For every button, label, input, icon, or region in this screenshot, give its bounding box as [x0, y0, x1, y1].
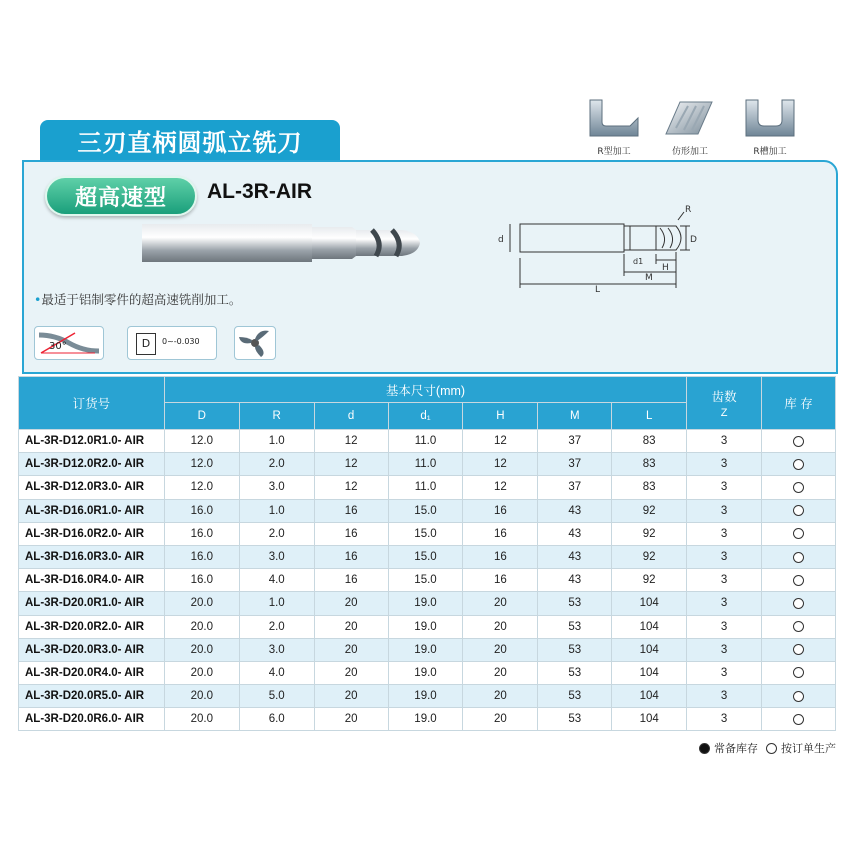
- stock-cell: [762, 638, 836, 661]
- stock-cell: [762, 685, 836, 708]
- dimension-drawing: [490, 200, 720, 300]
- table-row: [19, 592, 836, 615]
- speed-badge: 超高速型: [45, 176, 197, 216]
- process-icon-r-slot: [742, 96, 798, 157]
- cell-d: 20: [314, 592, 388, 615]
- table-row: [19, 685, 836, 708]
- cell-d: 16: [314, 499, 388, 522]
- cell-d: 12: [314, 476, 388, 499]
- stock-cell: [762, 476, 836, 499]
- contour-icon: [662, 96, 718, 140]
- cell-Z: 3: [687, 638, 762, 661]
- process-icon-r-profile: [586, 96, 642, 157]
- col-d: d: [314, 403, 388, 430]
- cell-D: 20.0: [164, 708, 239, 731]
- order-production-icon: [793, 459, 804, 470]
- tolerance-value: 0~-0.030: [162, 337, 200, 346]
- cell-M: 43: [538, 522, 612, 545]
- cell-H: 12: [463, 476, 538, 499]
- cell-d: 20: [314, 615, 388, 638]
- tolerance-symbol: D: [136, 333, 156, 355]
- cell-H: 20: [463, 708, 538, 731]
- cell-d1: 11.0: [388, 430, 463, 453]
- stock-cell: [762, 615, 836, 638]
- cell-d1: 15.0: [388, 522, 463, 545]
- cell-L: 104: [612, 661, 687, 684]
- cell-Z: 3: [687, 430, 762, 453]
- stock-cell: [762, 661, 836, 684]
- col-R: R: [239, 403, 314, 430]
- cell-d1: 15.0: [388, 569, 463, 592]
- cell-Z: 3: [687, 476, 762, 499]
- cell-R: 1.0: [239, 592, 314, 615]
- table-row: [19, 545, 836, 568]
- cell-H: 20: [463, 638, 538, 661]
- cell-L: 92: [612, 569, 687, 592]
- table-row: [19, 522, 836, 545]
- order-code: AL-3R-D16.0R3.0- AIR: [19, 545, 165, 568]
- cell-D: 16.0: [164, 545, 239, 568]
- table-row: [19, 638, 836, 661]
- cell-M: 53: [538, 685, 612, 708]
- table-row: [19, 615, 836, 638]
- stock-cell: [762, 708, 836, 731]
- table-row: [19, 661, 836, 684]
- cell-L: 104: [612, 685, 687, 708]
- table-row: [19, 453, 836, 476]
- stock-cell: [762, 569, 836, 592]
- order-production-icon: [793, 436, 804, 447]
- cell-d1: 19.0: [388, 615, 463, 638]
- order-production-icon: [793, 644, 804, 655]
- cell-L: 83: [612, 476, 687, 499]
- cell-d1: 11.0: [388, 476, 463, 499]
- col-D: D: [164, 403, 239, 430]
- table-row: [19, 499, 836, 522]
- stock-cell: [762, 430, 836, 453]
- cell-d1: 19.0: [388, 661, 463, 684]
- cell-d: 16: [314, 522, 388, 545]
- cell-D: 16.0: [164, 499, 239, 522]
- cell-d: 16: [314, 569, 388, 592]
- cell-H: 16: [463, 499, 538, 522]
- dims-header: 基本尺寸(mm): [164, 377, 686, 403]
- cell-L: 104: [612, 638, 687, 661]
- cell-H: 16: [463, 545, 538, 568]
- order-production-icon: [793, 691, 804, 702]
- order-code: AL-3R-D16.0R4.0- AIR: [19, 569, 165, 592]
- cell-M: 53: [538, 592, 612, 615]
- order-production-icon: [793, 528, 804, 539]
- cell-Z: 3: [687, 708, 762, 731]
- table-row: [19, 476, 836, 499]
- process-label: 仿形加工: [671, 147, 708, 157]
- order-code: AL-3R-D20.0R5.0- AIR: [19, 685, 165, 708]
- label-H: H: [662, 263, 669, 273]
- cell-R: 3.0: [239, 476, 314, 499]
- cell-R: 2.0: [239, 615, 314, 638]
- stock-legend: [699, 740, 836, 756]
- cell-L: 92: [612, 499, 687, 522]
- end-mill-photo: [140, 218, 430, 268]
- cell-M: 53: [538, 708, 612, 731]
- cell-D: 12.0: [164, 453, 239, 476]
- order-code: AL-3R-D16.0R2.0- AIR: [19, 522, 165, 545]
- order-code: AL-3R-D12.0R3.0- AIR: [19, 476, 165, 499]
- cell-d: 20: [314, 661, 388, 684]
- stock-regular-icon: [699, 743, 710, 754]
- order-code: AL-3R-D16.0R1.0- AIR: [19, 499, 165, 522]
- cell-D: 20.0: [164, 592, 239, 615]
- cell-R: 2.0: [239, 453, 314, 476]
- stock-cell: [762, 453, 836, 476]
- cell-H: 20: [463, 685, 538, 708]
- cell-R: 3.0: [239, 545, 314, 568]
- table-row: [19, 569, 836, 592]
- cell-D: 16.0: [164, 522, 239, 545]
- cell-L: 92: [612, 522, 687, 545]
- cell-R: 5.0: [239, 685, 314, 708]
- cell-L: 104: [612, 615, 687, 638]
- cell-M: 37: [538, 430, 612, 453]
- cell-L: 83: [612, 453, 687, 476]
- order-production-icon: [793, 598, 804, 609]
- cell-D: 20.0: [164, 661, 239, 684]
- col-d1: d₁: [388, 403, 463, 430]
- cell-d1: 11.0: [388, 453, 463, 476]
- stock-cell: [762, 522, 836, 545]
- order-code: AL-3R-D12.0R1.0- AIR: [19, 430, 165, 453]
- cell-D: 12.0: [164, 430, 239, 453]
- cell-D: 20.0: [164, 615, 239, 638]
- cell-R: 4.0: [239, 569, 314, 592]
- cell-H: 20: [463, 592, 538, 615]
- cell-H: 16: [463, 522, 538, 545]
- order-production-icon: [793, 621, 804, 632]
- cell-M: 53: [538, 661, 612, 684]
- col-L: L: [612, 403, 687, 430]
- cell-Z: 3: [687, 661, 762, 684]
- tolerance-icon: [127, 326, 217, 360]
- cell-M: 53: [538, 638, 612, 661]
- cell-Z: 3: [687, 615, 762, 638]
- label-d1: d1: [633, 257, 644, 266]
- cell-L: 104: [612, 708, 687, 731]
- cell-Z: 3: [687, 569, 762, 592]
- model-name: AL-3R-AIR: [207, 180, 312, 203]
- cell-Z: 3: [687, 685, 762, 708]
- order-code: AL-3R-D20.0R2.0- AIR: [19, 615, 165, 638]
- cell-d: 20: [314, 708, 388, 731]
- label-D: D: [690, 235, 697, 245]
- cell-d: 16: [314, 545, 388, 568]
- order-production-icon: [793, 552, 804, 563]
- order-code: AL-3R-D20.0R6.0- AIR: [19, 708, 165, 731]
- cell-M: 43: [538, 545, 612, 568]
- cell-d1: 15.0: [388, 499, 463, 522]
- flute-count-icon: [234, 326, 276, 360]
- order-header: 订货号: [19, 377, 165, 430]
- col-H: H: [463, 403, 538, 430]
- cell-Z: 3: [687, 453, 762, 476]
- cell-Z: 3: [687, 545, 762, 568]
- cell-Z: 3: [687, 499, 762, 522]
- stock-header: 库 存: [762, 377, 836, 430]
- cell-L: 92: [612, 545, 687, 568]
- order-production-icon: [793, 575, 804, 586]
- process-label: R槽加工: [753, 147, 787, 157]
- r-profile-icon: [586, 96, 642, 140]
- cell-M: 43: [538, 569, 612, 592]
- order-production-icon: [793, 667, 804, 678]
- cell-R: 6.0: [239, 708, 314, 731]
- stock-order-label: 按订单生产: [781, 742, 836, 755]
- cell-D: 12.0: [164, 476, 239, 499]
- process-icon-contour: [662, 96, 718, 157]
- cell-d1: 15.0: [388, 545, 463, 568]
- order-code: AL-3R-D20.0R4.0- AIR: [19, 661, 165, 684]
- order-production-icon: [793, 482, 804, 493]
- process-label: R型加工: [597, 147, 631, 157]
- cell-Z: 3: [687, 592, 762, 615]
- cell-R: 1.0: [239, 430, 314, 453]
- cell-d: 20: [314, 638, 388, 661]
- stock-cell: [762, 499, 836, 522]
- order-code: AL-3R-D12.0R2.0- AIR: [19, 453, 165, 476]
- stock-order-icon: [766, 743, 777, 754]
- cell-M: 53: [538, 615, 612, 638]
- page-title: 三刃直柄圆弧立铣刀: [40, 120, 340, 160]
- helix-angle-icon: [34, 326, 104, 360]
- cell-d1: 19.0: [388, 638, 463, 661]
- cell-R: 4.0: [239, 661, 314, 684]
- order-production-icon: [793, 714, 804, 725]
- cell-D: 20.0: [164, 638, 239, 661]
- cell-d1: 19.0: [388, 592, 463, 615]
- cell-L: 83: [612, 430, 687, 453]
- stock-cell: [762, 592, 836, 615]
- cell-H: 12: [463, 430, 538, 453]
- feature-text: •最适于铝制零件的超高速铣削加工。: [34, 292, 242, 307]
- label-M: M: [645, 273, 653, 283]
- cell-M: 43: [538, 499, 612, 522]
- cell-H: 16: [463, 569, 538, 592]
- label-L: L: [595, 285, 601, 295]
- cell-d: 20: [314, 685, 388, 708]
- cell-d: 12: [314, 453, 388, 476]
- cell-R: 2.0: [239, 522, 314, 545]
- cell-d: 12: [314, 430, 388, 453]
- stock-cell: [762, 545, 836, 568]
- col-M: M: [538, 403, 612, 430]
- cell-L: 104: [612, 592, 687, 615]
- cell-H: 12: [463, 453, 538, 476]
- cell-M: 37: [538, 453, 612, 476]
- cell-M: 37: [538, 476, 612, 499]
- cell-D: 20.0: [164, 685, 239, 708]
- cell-D: 16.0: [164, 569, 239, 592]
- spec-table: [18, 376, 836, 731]
- cell-Z: 3: [687, 522, 762, 545]
- helix-angle-value: 30°: [49, 341, 67, 352]
- cell-R: 3.0: [239, 638, 314, 661]
- table-row: [19, 708, 836, 731]
- label-d: d: [498, 235, 504, 245]
- order-code: AL-3R-D20.0R1.0- AIR: [19, 592, 165, 615]
- cell-d1: 19.0: [388, 685, 463, 708]
- table-row: [19, 430, 836, 453]
- label-R: R: [685, 205, 692, 215]
- r-slot-icon: [742, 96, 798, 140]
- cell-d1: 19.0: [388, 708, 463, 731]
- cell-R: 1.0: [239, 499, 314, 522]
- cell-H: 20: [463, 615, 538, 638]
- teeth-header: 齿数 Z: [687, 377, 762, 430]
- order-production-icon: [793, 505, 804, 516]
- cell-H: 20: [463, 661, 538, 684]
- stock-regular-label: 常备库存: [714, 742, 758, 755]
- order-code: AL-3R-D20.0R3.0- AIR: [19, 638, 165, 661]
